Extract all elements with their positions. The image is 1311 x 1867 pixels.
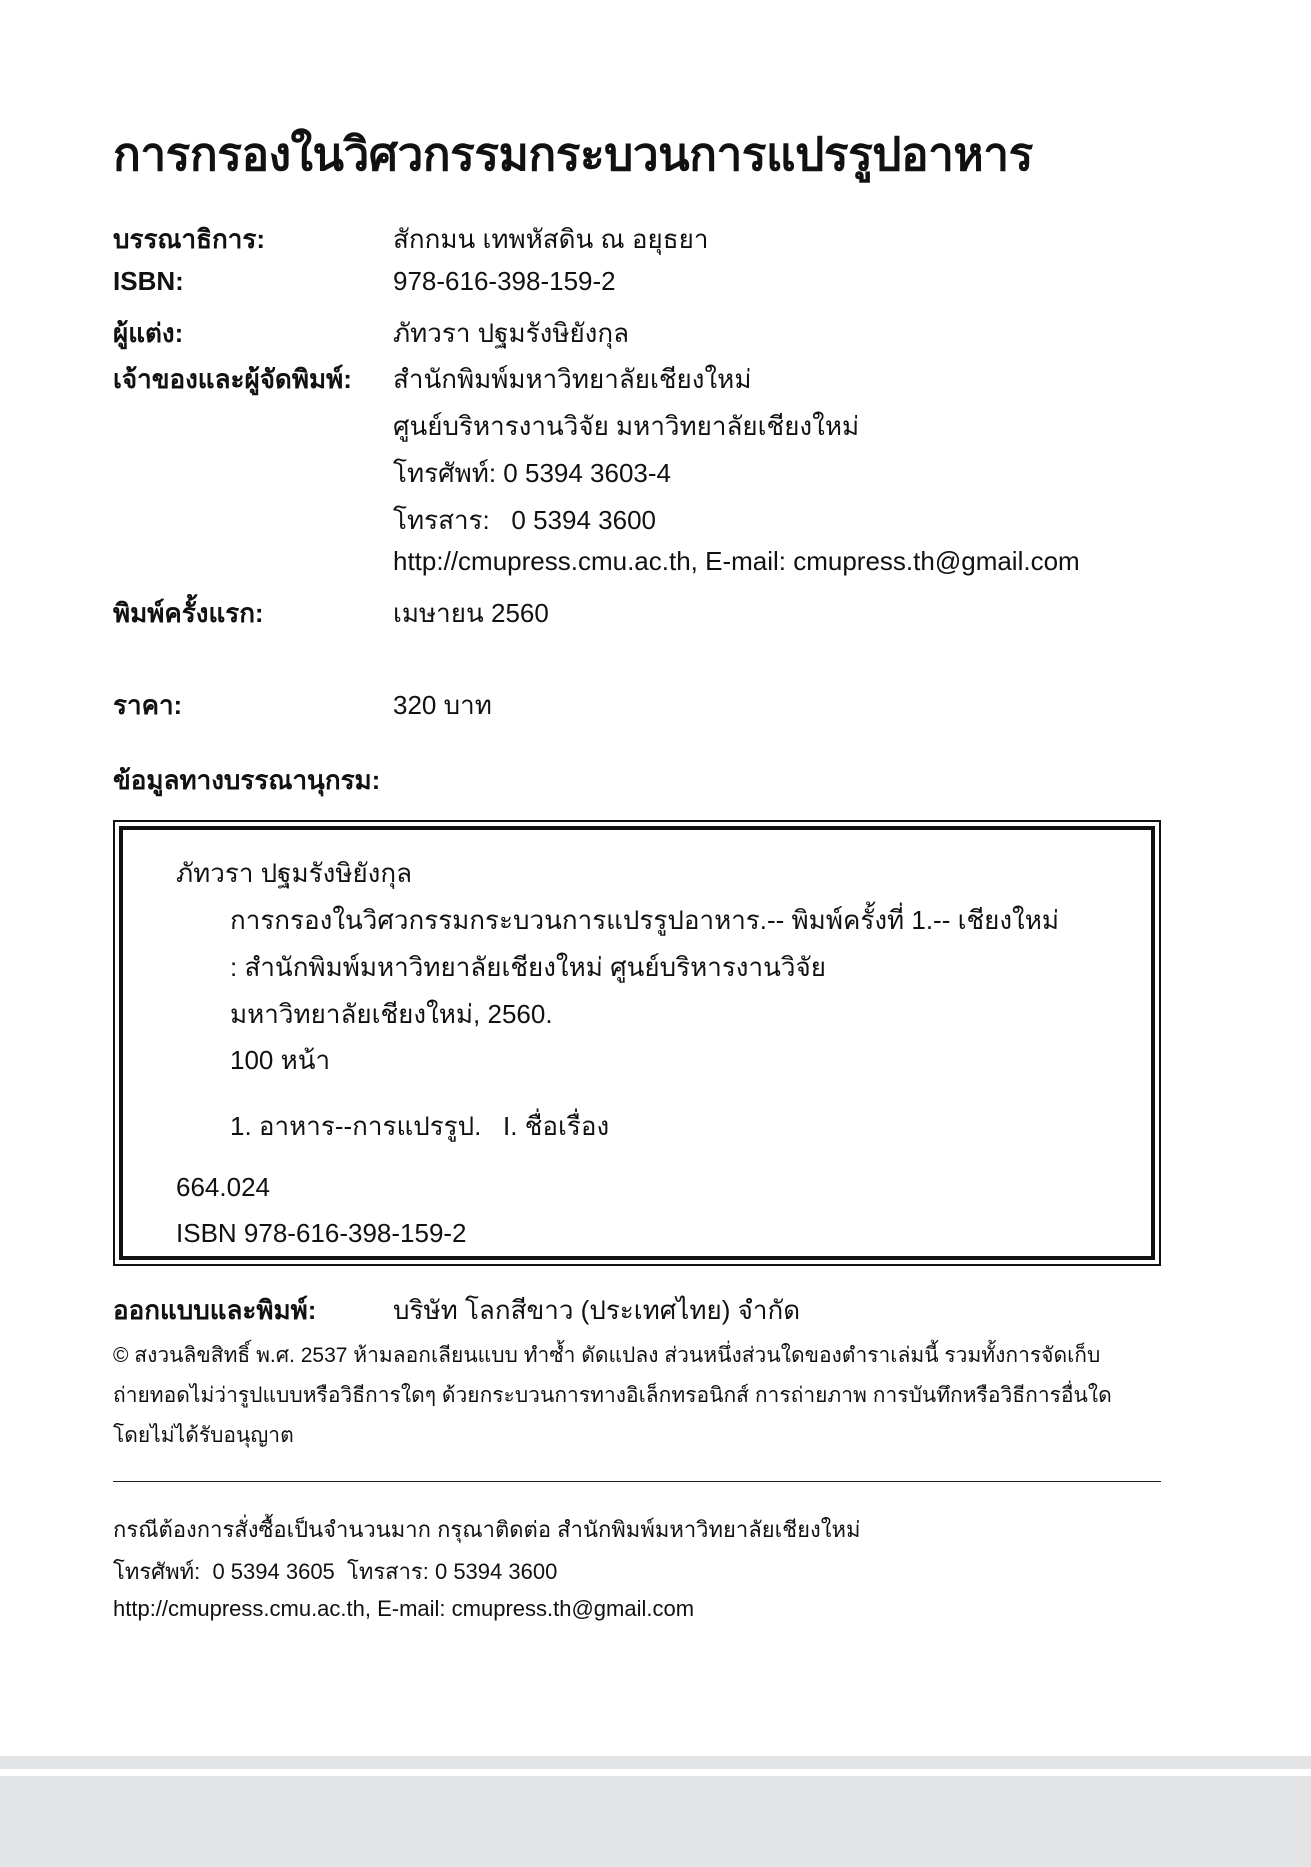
footer-divider	[113, 1481, 1161, 1482]
info-value: สักกมน เทพหัสดิน ณ อยุธยา	[393, 224, 709, 254]
cataloging-isbn: ISBN 978-616-398-159-2	[176, 1218, 467, 1248]
info-value: ศูนย์บริหารงานวิจัย มหาวิทยาลัยเชียงใหม่	[393, 411, 860, 441]
footer-web-email: http://cmupress.cmu.ac.th, E-mail: cmupress.th@gmail.com	[113, 1596, 695, 1621]
cataloging-author: ภัทวรา ปฐมรังษิยังกุล	[176, 858, 413, 888]
info-value: ภัทวรา ปฐมรังษิยังกุล	[393, 318, 630, 348]
info-label: บรรณาธิการ:	[113, 224, 265, 254]
info-row-publisher-web	[113, 546, 1193, 586]
footer-order-note: กรณีต้องการสั่งซื้อเป็นจำนวนมาก กรุณาติดต่อ สำนักพิมพ์มหาวิทยาลัยเชียงใหม่	[113, 1517, 861, 1542]
info-value: 978-616-398-159-2	[393, 266, 616, 296]
info-row-publisher-fax	[113, 500, 1193, 540]
info-label: ผู้แต่ง:	[113, 318, 184, 348]
cataloging-entry-line: : สำนักพิมพ์มหาวิทยาลัยเชียงใหม่ ศูนย์บริหารงานวิจัย	[230, 952, 826, 982]
info-value: โทรสาร: 0 5394 3600	[393, 505, 656, 535]
printer-label: ออกแบบและพิมพ์:	[113, 1295, 317, 1325]
info-row-author	[113, 313, 1193, 353]
cataloging-subjects: 1. อาหาร--การแปรรูป. I. ชื่อเรื่อง	[230, 1111, 610, 1141]
book-title: การกรองในวิศวกรรมกระบวนการแปรรูปอาหาร	[113, 128, 1033, 180]
info-label: เจ้าของและผู้จัดพิมพ์:	[113, 364, 352, 394]
bottom-band-thick	[0, 1776, 1311, 1867]
footer-phone-fax: โทรศัพท์: 0 5394 3605 โทรสาร: 0 5394 3600	[113, 1559, 558, 1584]
cataloging-entry-line: 100 หน้า	[230, 1045, 331, 1075]
copyright-line: โดยไม่ได้รับอนุญาต	[113, 1424, 294, 1447]
copyright-line: ถ่ายทอดไม่ว่ารูปแบบหรือวิธีการใดๆ ด้วยกระบวนการทางอิเล็กทรอนิกส์ การถ่ายภาพ การบันทึกหรือวิธีการอื่นใด	[113, 1384, 1112, 1407]
info-label: ISBN:	[113, 266, 184, 296]
cataloging-box	[113, 820, 1161, 1266]
cataloging-classification: 664.024	[176, 1172, 270, 1202]
info-row-price	[113, 685, 1193, 725]
info-row-editor	[113, 219, 1193, 259]
info-value: http://cmupress.cmu.ac.th, E-mail: cmupress.th@gmail.com	[393, 546, 1080, 576]
info-value: 320 บาท	[393, 690, 492, 720]
cataloging-entry-line: การกรองในวิศวกรรมกระบวนการแปรรูปอาหาร.-- พิมพ์ครั้งที่ 1.-- เชียงใหม่	[230, 905, 1060, 935]
copyright-line: © สงวนลิขสิทธิ์ พ.ศ. 2537 ห้ามลอกเลียนแบบ ทำซ้ำ ดัดแปลง ส่วนหนึ่งส่วนใดของตำราเล่มนี้ รวมทั้งการจัดเก็บ	[113, 1344, 1101, 1367]
info-value: เมษายน 2560	[393, 598, 549, 628]
info-row-publisher-line2	[113, 406, 1193, 446]
cataloging-heading: ข้อมูลทางบรรณานุกรม:	[113, 765, 381, 795]
info-row-isbn	[113, 266, 1193, 306]
info-row-publisher	[113, 359, 1193, 399]
bottom-band-thin	[0, 1756, 1311, 1769]
cataloging-entry-line: มหาวิทยาลัยเชียงใหม่, 2560.	[230, 999, 553, 1029]
info-value: สำนักพิมพ์มหาวิทยาลัยเชียงใหม่	[393, 364, 752, 394]
info-label: พิมพ์ครั้งแรก:	[113, 598, 264, 628]
info-value: โทรศัพท์: 0 5394 3603-4	[393, 458, 672, 488]
info-label: ราคา:	[113, 690, 183, 720]
printer-value: บริษัท โลกสีขาว (ประเทศไทย) จำกัด	[393, 1295, 801, 1325]
info-row-first-print	[113, 593, 1193, 633]
info-row-publisher-phone	[113, 453, 1193, 493]
